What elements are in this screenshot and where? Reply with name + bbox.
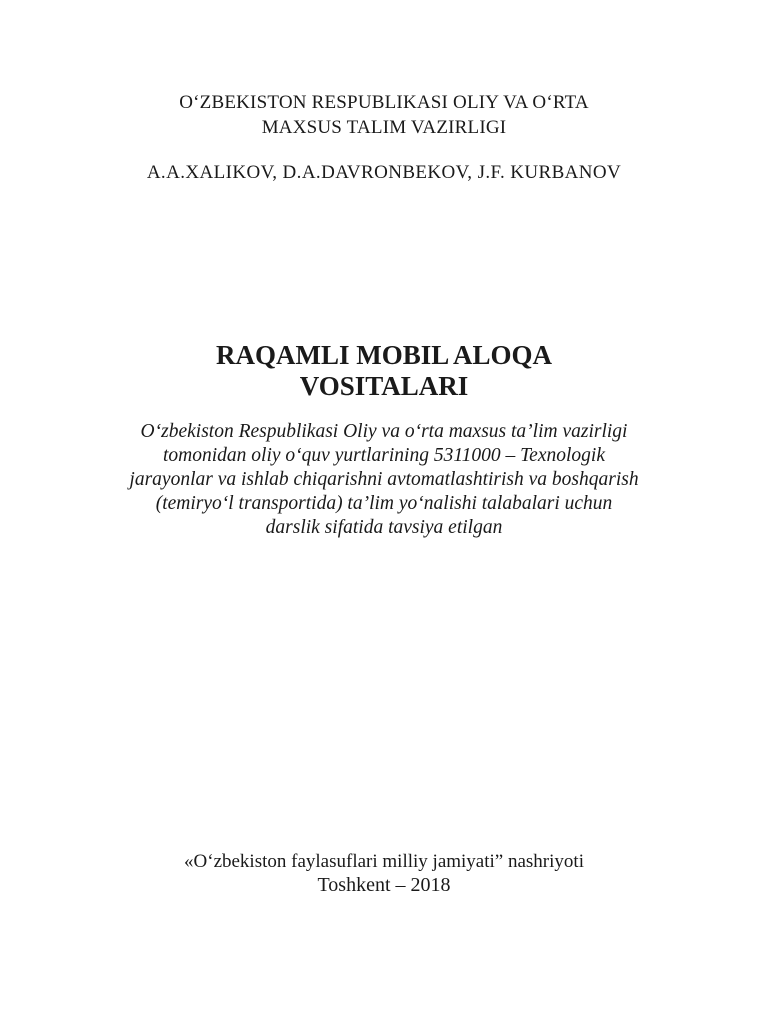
book-title-line-2: VOSITALARI <box>299 371 469 401</box>
description-line-5: darslik sifatida tavsiya etilgan <box>265 517 503 538</box>
ministry-line-1: O‘ZBEKISTON RESPUBLIKASI OLIY VA O‘RTA <box>179 92 589 113</box>
description-line-2: tomonidan oliy o‘quv yurtlarining 5311000 – Texnologik <box>163 445 605 466</box>
description-line-1: O‘zbekiston Respublikasi Oliy va o‘rta maxsus ta’lim vazirligi <box>140 421 628 442</box>
book-title-line-1: RAQAMLI MOBIL ALOQA <box>215 340 553 370</box>
description-line-3: jarayonlar va ishlab chiqarishni avtomatlashtirish va boshqarish <box>129 469 639 490</box>
city-year: Toshkent – 2018 <box>317 874 451 896</box>
ministry-line-2: MAXSUS TALIM VAZIRLIGI <box>261 117 507 138</box>
authors: A.A.XALIKOV, D.A.DAVRONBEKOV, J.F. KURBANOV <box>146 162 622 183</box>
publisher: «O‘zbekiston faylasuflari milliy jamiyati” nashriyoti <box>184 851 584 872</box>
description-line-4: (temiryo‘l transportida) ta’lim yo‘nalishi talabalari uchun <box>155 493 613 514</box>
